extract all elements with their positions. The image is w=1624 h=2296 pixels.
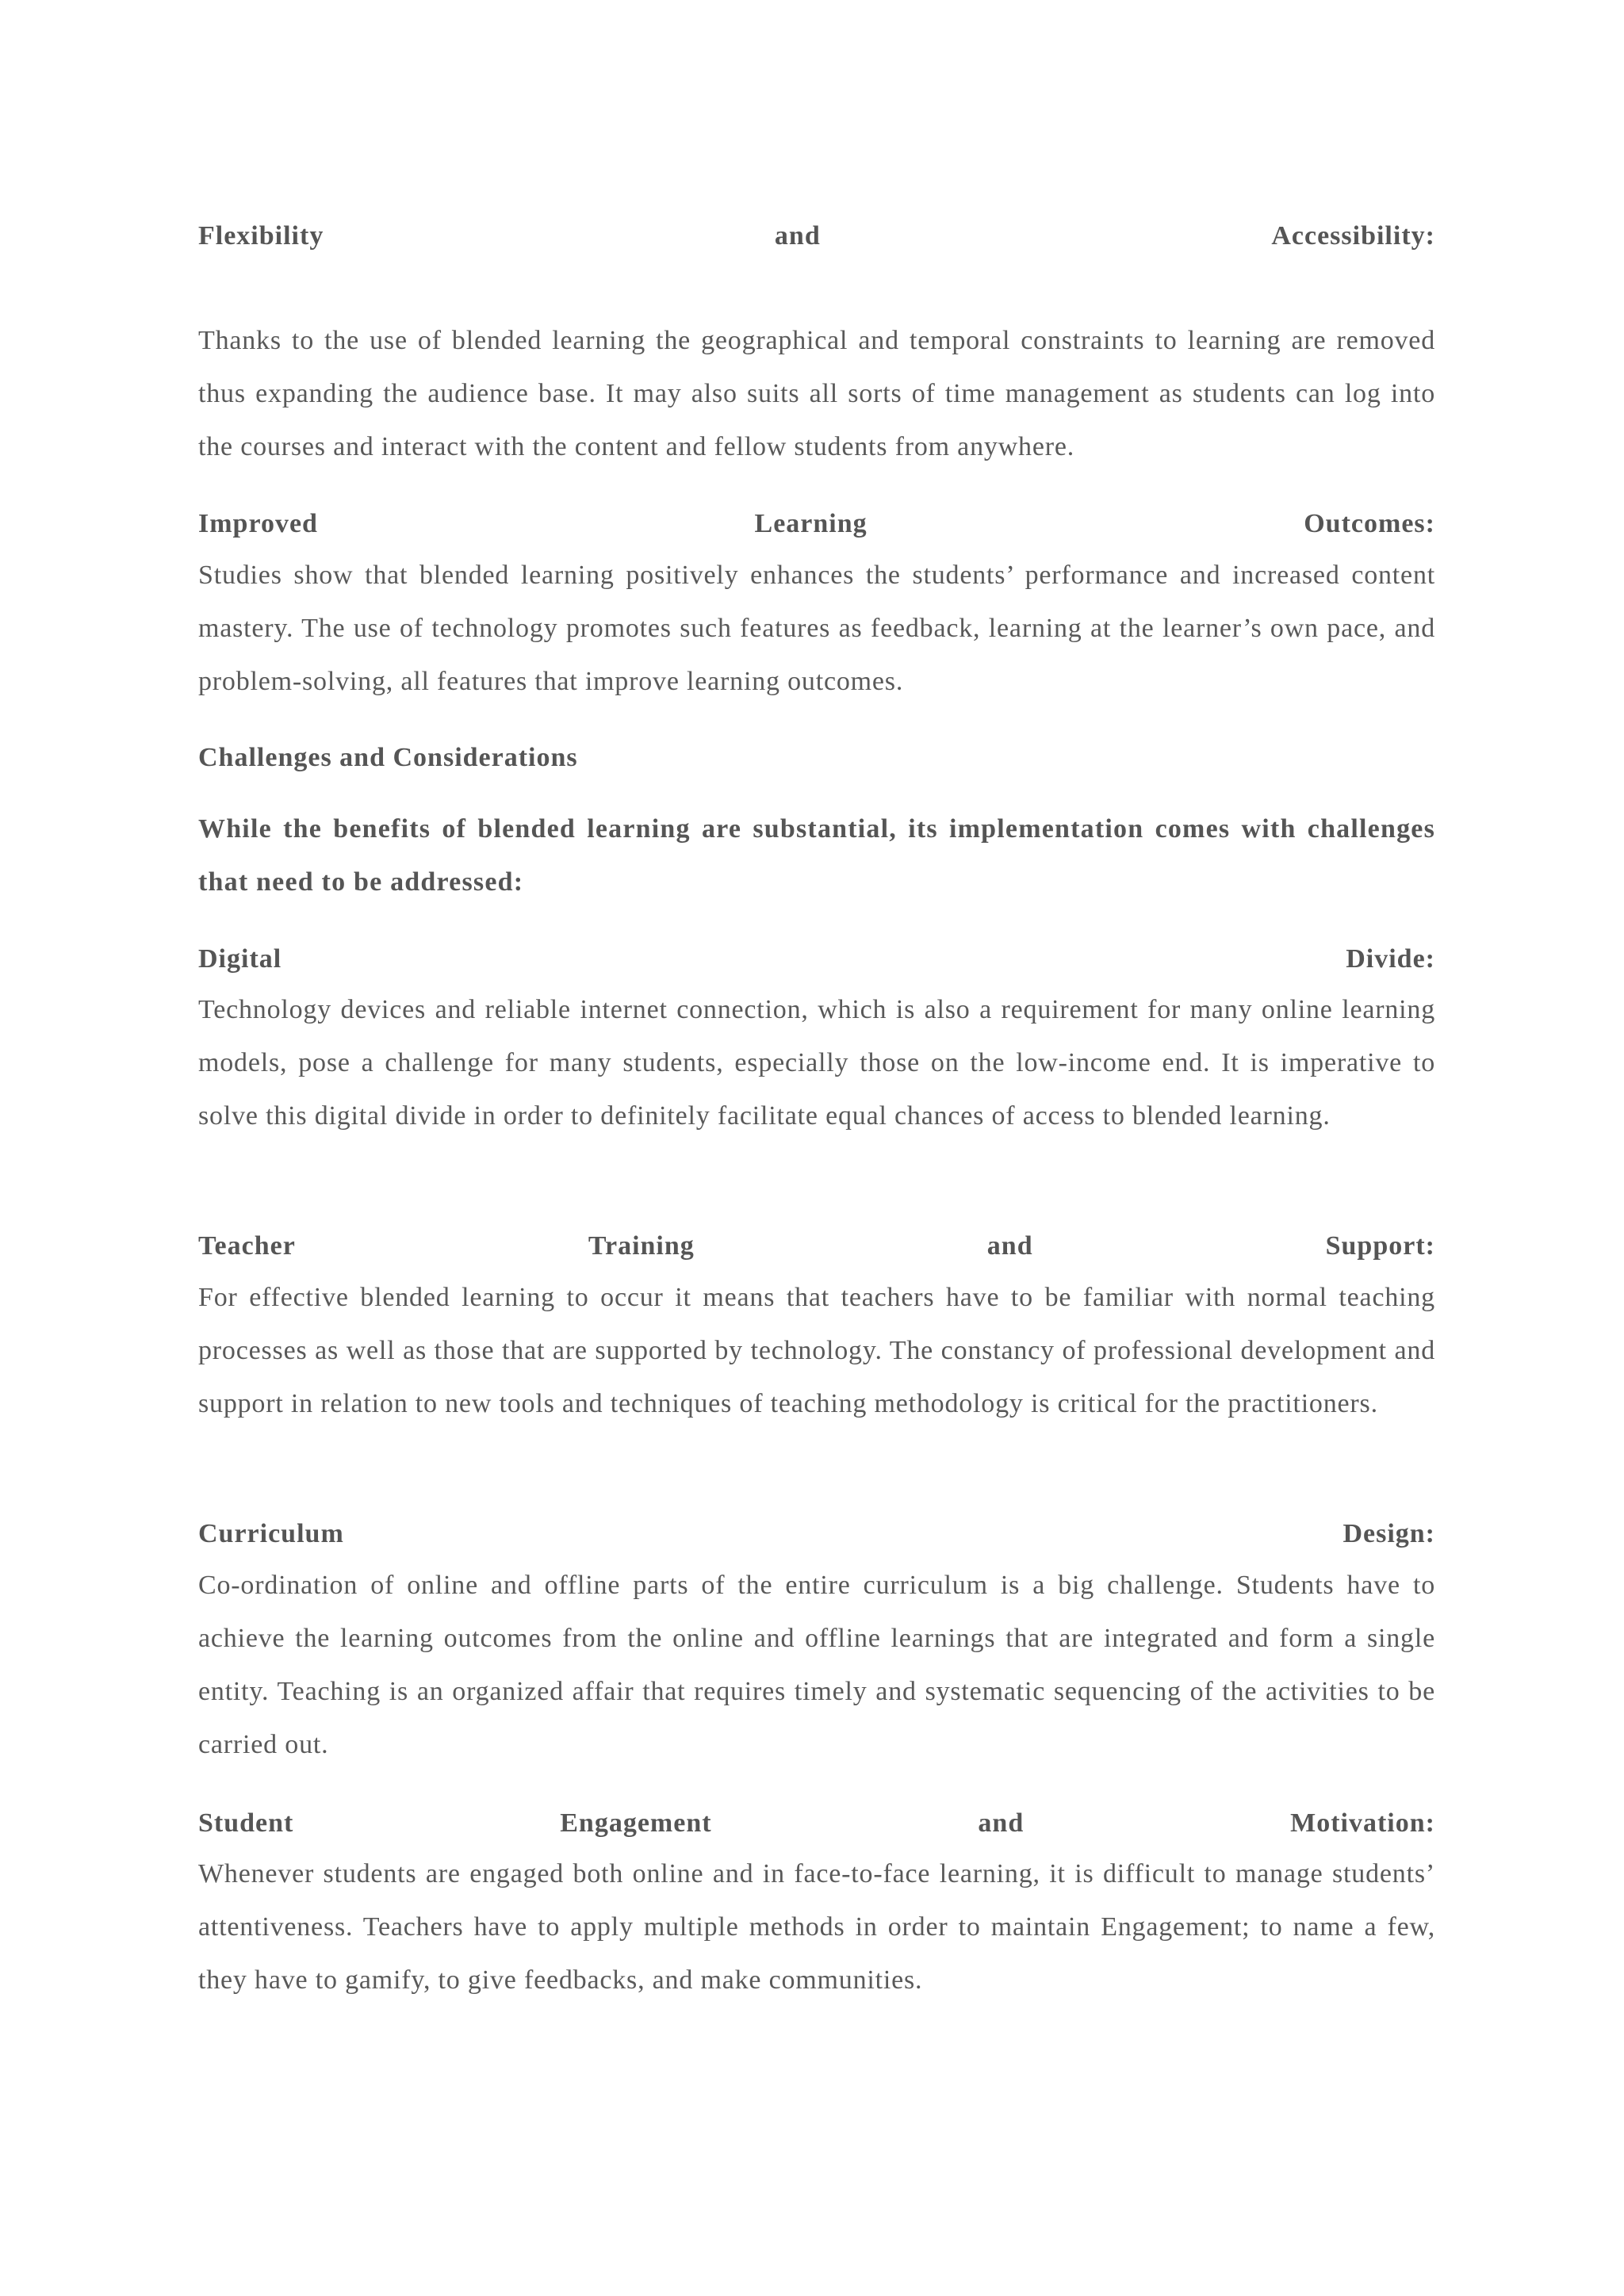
heading-flexibility-accessibility [198, 220, 1435, 252]
paragraph-teacher-training: For effective blended learning to occur it means that teachers have to be familiar with normal teaching processes as well as those that are supported by technology. The constancy of professional development and support in relation to new tools and techniques of teaching methodology is critical for the practitioners. [198, 1283, 1435, 1418]
heading-teacher-training-support [198, 1230, 1435, 1262]
paragraph-challenges-intro: While the benefits of blended learning are substantial, its implementation comes with challenges that need to be addressed: [198, 814, 1435, 897]
heading-improved-learning-outcomes [198, 508, 1435, 540]
paragraph-flexibility: Thanks to the use of blended learning the geographical and temporal constraints to learning are removed thus expanding the audience base. It may also suits all sorts of time management as students can log into the courses and interact with the content and fellow students from anywhere. [198, 326, 1435, 461]
heading-word: Motivation: [1290, 1808, 1435, 1838]
heading-word: Curriculum [198, 1519, 344, 1548]
heading-word: Teacher [198, 1231, 296, 1261]
heading-word: Student [198, 1808, 294, 1838]
heading-student-engagement-motivation [198, 1808, 1435, 1839]
paragraph-digital-divide: Technology devices and reliable internet connection, which is also a requirement for many online learning models, pose a challenge for many students, especially those on the low-income end. It is imperative to solve this digital divide in order to definitely facilitate equal chances of access to blended learning. [198, 995, 1435, 1131]
heading-word: Design: [1342, 1519, 1435, 1548]
heading-word: Divide: [1346, 944, 1435, 974]
heading-curriculum-design [198, 1518, 1435, 1550]
heading-word: Support: [1325, 1231, 1435, 1261]
heading-word: Training [588, 1231, 695, 1261]
heading-word: Accessibility: [1271, 221, 1435, 251]
heading-word: and [774, 221, 821, 251]
heading-challenges-considerations: Challenges and Considerations [198, 743, 578, 772]
heading-word: Engagement [560, 1808, 712, 1838]
heading-word: Flexibility [198, 221, 324, 251]
paragraph-improved-outcomes: Studies show that blended learning positively enhances the students’ performance and increased content mastery. The use of technology promotes such features as feedback, learning at the learner’s own pace, and problem-solving, all features that improve learning outcomes. [198, 561, 1435, 696]
heading-word: Digital [198, 944, 282, 974]
heading-word: Learning [754, 509, 868, 538]
heading-word: Outcomes: [1304, 509, 1435, 538]
heading-word: Improved [198, 509, 318, 538]
paragraph-curriculum-design: Co-ordination of online and offline parts of the entire curriculum is a big challenge. Students have to achieve the learning outcomes from the online and offline learnings that are integrated and form a single entity. Teaching is an organized affair that requires timely and systematic sequencing of the activities to be carried out. [198, 1571, 1435, 1759]
heading-word: and [986, 1231, 1033, 1261]
heading-digital-divide [198, 943, 1435, 975]
paragraph-student-engagement: Whenever students are engaged both online and in face-to-face learning, it is difficult to manage students’ attentiveness. Teachers have to apply multiple methods in order to maintain Engagement; to name a few, they have to gamify, to give feedbacks, and make communities. [198, 1859, 1435, 1995]
heading-word: and [978, 1808, 1025, 1838]
